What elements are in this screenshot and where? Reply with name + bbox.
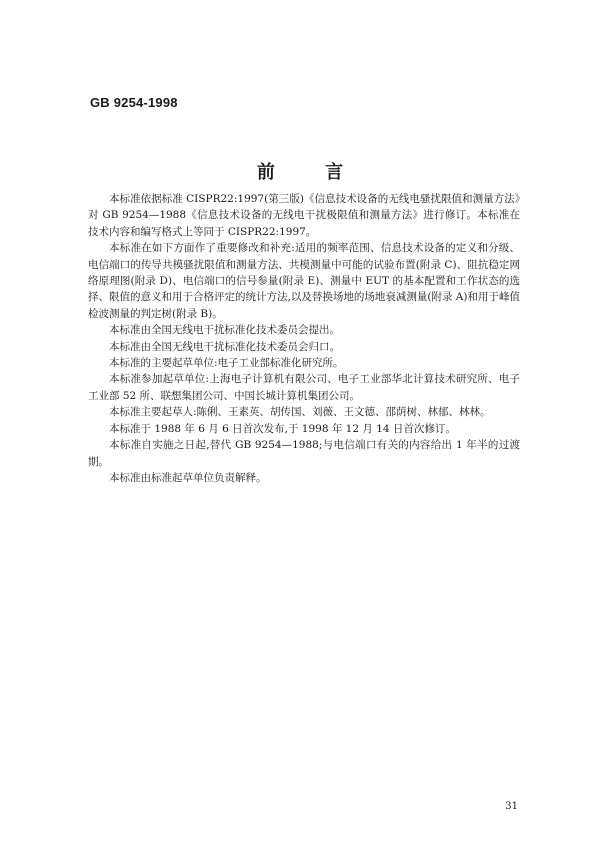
paragraph-9: 本标准自实施之日起,替代 GB 9254—1988;与电信端口有关的内容给出 1 年半的过渡期。 <box>88 439 520 468</box>
page-title: 前 言 <box>256 162 366 183</box>
paragraph-2: 本标准在如下方面作了重要修改和补充:适用的频率范围、信息技术设备的定义和分级、电信端口的传导共模骚扰限值和测量方法、共模测量中可能的试验布置(附录 C)、阻抗稳定网络原理图(附录 D)、电信端口的信号参量(附录 E)、测量中 EUT 的基本配置和工作状态的选择、限值的意义和用于合格评定的统计方法,以及替换场地的场地衰减测量(附录 A)和用于峰值检波测量的判定树(附录 B)。 <box>88 242 520 320</box>
paragraph-1: 本标准依据标准 CISPR22:1997(第三版)《信息技术设备的无线电骚扰限值和测量方法》对 GB 9254—1988《信息技术设备的无线电干扰极限值和测量方法》进行修订。本标准在技术内容和编写格式上等同于 CISPR22:1997。 <box>88 193 520 238</box>
paragraph-5: 本标准的主要起草单位:电子工业部标准化研究所。 <box>109 357 344 370</box>
paragraph-10: 本标准由标准起草单位负责解释。 <box>109 471 267 484</box>
paragraph-6: 本标准参加起草单位:上海电子计算机有限公司、电子工业部华北计算技术研究所、电子工业部 52 所、联想集团公司、中国长城计算机集团公司。 <box>88 373 520 402</box>
paragraph-7: 本标准主要起草人:陈俐、王素英、胡传国、刘薇、王文德、邵荫树、林郁、林林。 <box>109 406 491 419</box>
foreword-body <box>88 191 520 486</box>
paragraph-4: 本标准由全国无线电干扰标准化技术委员会归口。 <box>109 340 340 353</box>
standard-number: GB 9254-1998 <box>90 95 178 110</box>
page-number: 31 <box>505 801 518 812</box>
paragraph-8: 本标准于 1988 年 6 月 6 日首次发布,于 1998 年 12 月 14 日首次修订。 <box>109 422 456 435</box>
paragraph-3: 本标准由全国无线电干扰标准化技术委员会提出。 <box>109 324 340 337</box>
